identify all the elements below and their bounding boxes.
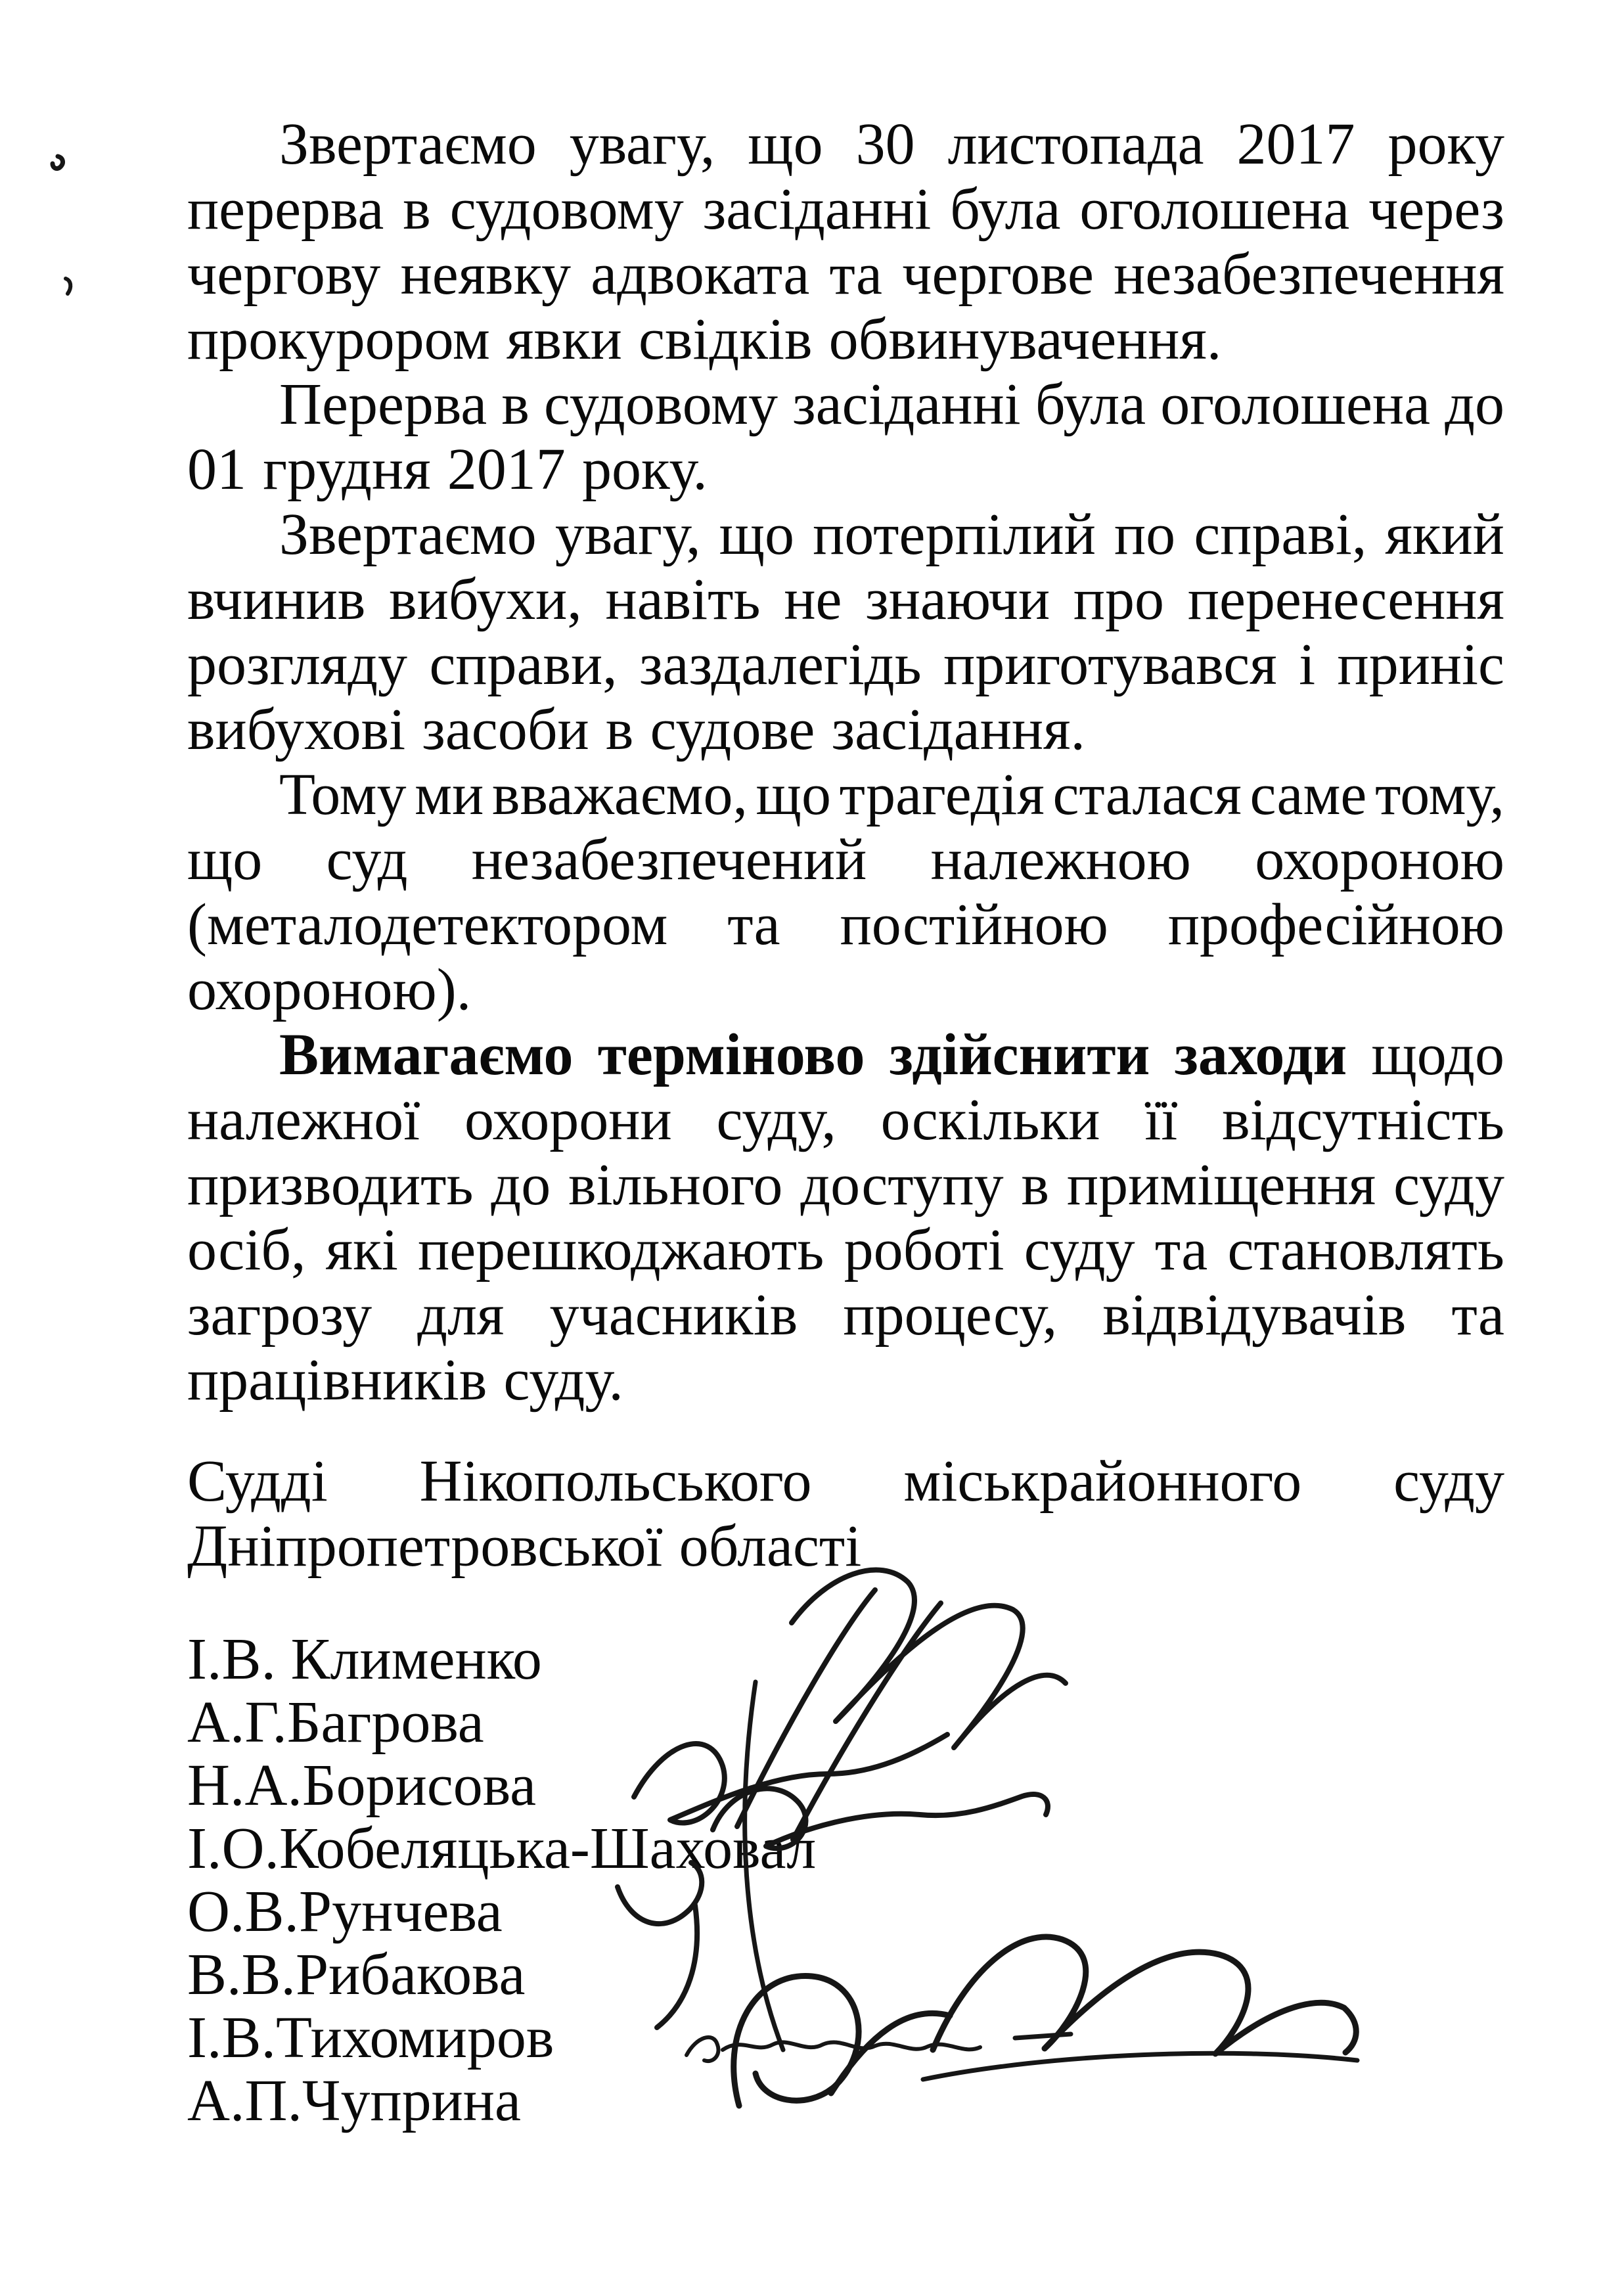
word: листопада <box>947 112 1204 177</box>
word: тому, <box>1375 762 1504 827</box>
word: потерпілий <box>813 502 1096 567</box>
text-line <box>187 1087 1504 1152</box>
word: 2017 <box>447 437 566 502</box>
signatory-name: І.О.Кобеляцька-Шаховал <box>187 1816 817 1881</box>
word: через <box>1368 177 1504 242</box>
body-paragraphs <box>187 112 1504 1413</box>
word: Перерва <box>279 372 487 437</box>
word: засіданні <box>792 372 1021 437</box>
word: та <box>1154 1217 1208 1282</box>
word: Вимагаємо <box>279 1022 574 1087</box>
word: призводить <box>187 1152 474 1217</box>
text-line <box>187 632 1504 697</box>
word: в <box>403 177 431 242</box>
word: терміново <box>597 1022 865 1087</box>
text-line <box>187 1282 1504 1348</box>
word: що <box>756 762 831 827</box>
word: про <box>1073 567 1165 632</box>
word: вибухові <box>187 697 406 762</box>
paragraph <box>187 762 1504 1022</box>
word: чергову <box>187 242 381 307</box>
signatories-list <box>187 1628 1504 2133</box>
word: справі, <box>1194 502 1367 567</box>
word: здійснити <box>889 1022 1150 1087</box>
text-line <box>187 892 1504 957</box>
text-line <box>187 1348 1504 1413</box>
word: в <box>1021 1152 1050 1217</box>
word: які <box>325 1217 398 1282</box>
document-text-block <box>187 112 1504 2133</box>
word: вчинив <box>187 567 366 632</box>
word: міськрайонного <box>903 1449 1302 1514</box>
word: свідків <box>639 307 813 372</box>
word: трагедія <box>839 762 1045 827</box>
word: осіб, <box>187 1217 306 1282</box>
word: року <box>1387 112 1504 177</box>
word: ми <box>415 762 484 827</box>
text-line <box>187 1514 1504 1579</box>
word: що <box>719 502 795 567</box>
word: області <box>679 1514 862 1579</box>
word: чергове <box>902 242 1094 307</box>
word: в <box>501 372 530 437</box>
word: навіть <box>605 567 761 632</box>
signatory-name: О.В.Рунчева <box>187 1879 503 1944</box>
word: перенесення <box>1187 567 1504 632</box>
word: суду. <box>503 1348 623 1413</box>
word: явки <box>507 307 622 372</box>
word: щодо <box>1371 1022 1504 1087</box>
word: знаючи <box>865 567 1050 632</box>
word: адвоката <box>591 242 810 307</box>
word: доступу <box>800 1152 1004 1217</box>
word: (металодетектором <box>187 892 668 957</box>
word: засоби <box>422 697 589 762</box>
word: Звертаємо <box>279 112 537 177</box>
word: охорони <box>464 1087 672 1152</box>
word: що <box>748 112 823 177</box>
text-line <box>187 827 1504 892</box>
word: постійною <box>840 892 1108 957</box>
word: учасників <box>549 1282 798 1348</box>
word: оголошена <box>1079 177 1350 242</box>
text-line <box>187 502 1504 567</box>
word: Нікопольського <box>419 1449 812 1514</box>
text-line <box>187 567 1504 632</box>
word: приміщення <box>1066 1152 1376 1217</box>
word: сталася <box>1052 762 1242 827</box>
signatory-name: А.П.Чуприна <box>187 2068 521 2133</box>
ink-speck-2 <box>66 279 70 294</box>
word: грудня <box>263 437 431 502</box>
word: заздалегідь <box>639 632 922 697</box>
word: становлять <box>1227 1217 1504 1282</box>
text-line <box>187 1449 1504 1514</box>
word: та <box>727 892 780 957</box>
word: працівників <box>187 1348 487 1413</box>
word: саме <box>1250 762 1367 827</box>
word: охороною <box>1255 827 1504 892</box>
word: в <box>605 697 634 762</box>
word: та <box>1451 1282 1504 1348</box>
word: оголошена <box>1160 372 1431 437</box>
signatory-name: І.В. Клименко <box>187 1627 542 1692</box>
word: 01 <box>187 437 246 502</box>
word: суду, <box>716 1087 836 1152</box>
word: заходи <box>1174 1022 1347 1087</box>
word: до <box>1445 372 1504 437</box>
word: відвідувачів <box>1102 1282 1407 1348</box>
paragraph <box>187 1022 1504 1413</box>
word: процесу, <box>843 1282 1058 1348</box>
word: її <box>1144 1087 1178 1152</box>
word: професійною <box>1167 892 1504 957</box>
text-line <box>187 112 1504 177</box>
paragraph <box>187 372 1504 502</box>
word: судовому <box>449 177 684 242</box>
word: справи, <box>429 632 618 697</box>
signatory-name: І.В.Тихомиров <box>187 2005 554 2070</box>
word: оскільки <box>880 1087 1100 1152</box>
word: належної <box>187 1087 420 1152</box>
word: Звертаємо <box>279 502 537 567</box>
word: розгляду <box>187 632 407 697</box>
word: Тому <box>279 762 407 827</box>
word: 2017 <box>1236 112 1355 177</box>
word: перешкоджають <box>418 1217 824 1282</box>
word: суду <box>1393 1152 1504 1217</box>
closing-block <box>187 1449 1504 1579</box>
word: приготувався <box>943 632 1277 697</box>
word: суд <box>326 827 408 892</box>
signatory-name: А.Г.Багрова <box>187 1690 484 1755</box>
text-line <box>187 1152 1504 1217</box>
word: перерва <box>187 177 384 242</box>
word: суду <box>1393 1449 1504 1514</box>
word: приніс <box>1337 632 1504 697</box>
word: була <box>950 177 1061 242</box>
text-line <box>187 957 1504 1022</box>
word: загрозу <box>187 1282 372 1348</box>
paragraph <box>187 502 1504 762</box>
word: належною <box>930 827 1191 892</box>
word: охороною). <box>187 957 472 1022</box>
word: судове <box>650 697 815 762</box>
word: роботі <box>844 1217 1004 1282</box>
word: засідання. <box>831 697 1085 762</box>
word: та <box>829 242 882 307</box>
word: прокурором <box>187 307 490 372</box>
word: Дніпропетровської <box>187 1514 663 1579</box>
text-line <box>187 177 1504 242</box>
word: 30 <box>855 112 915 177</box>
ink-speck-1 <box>53 156 62 168</box>
word: який <box>1385 502 1504 567</box>
text-line <box>187 242 1504 307</box>
word: до <box>491 1152 551 1217</box>
word: вважаємо, <box>491 762 748 827</box>
word: суду <box>1024 1217 1135 1282</box>
word: незабезпечений <box>471 827 867 892</box>
text-line <box>187 1217 1504 1282</box>
word: неявку <box>400 242 572 307</box>
word: незабезпечення <box>1114 242 1504 307</box>
signatory-name: Н.А.Борисова <box>187 1753 537 1818</box>
word: була <box>1035 372 1146 437</box>
word: для <box>417 1282 505 1348</box>
word: Судді <box>187 1449 328 1514</box>
word: року. <box>581 437 708 502</box>
word: відсутність <box>1222 1087 1504 1152</box>
signatory-name: В.В.Рибакова <box>187 1942 526 2007</box>
word: по <box>1114 502 1176 567</box>
text-line <box>187 762 1504 827</box>
text-line <box>187 372 1504 437</box>
word: судовому <box>543 372 778 437</box>
word: увагу, <box>569 112 715 177</box>
text-line <box>187 697 1504 762</box>
text-line <box>187 1022 1504 1087</box>
text-line <box>187 437 1504 502</box>
paragraph <box>187 112 1504 372</box>
word: не <box>784 567 842 632</box>
word: увагу, <box>554 502 701 567</box>
word: вільного <box>568 1152 783 1217</box>
word: засіданні <box>702 177 932 242</box>
word: обвинувачення. <box>828 307 1222 372</box>
word: і <box>1299 632 1316 697</box>
word: що <box>187 827 263 892</box>
word: вибухи, <box>389 567 582 632</box>
text-line <box>187 307 1504 372</box>
